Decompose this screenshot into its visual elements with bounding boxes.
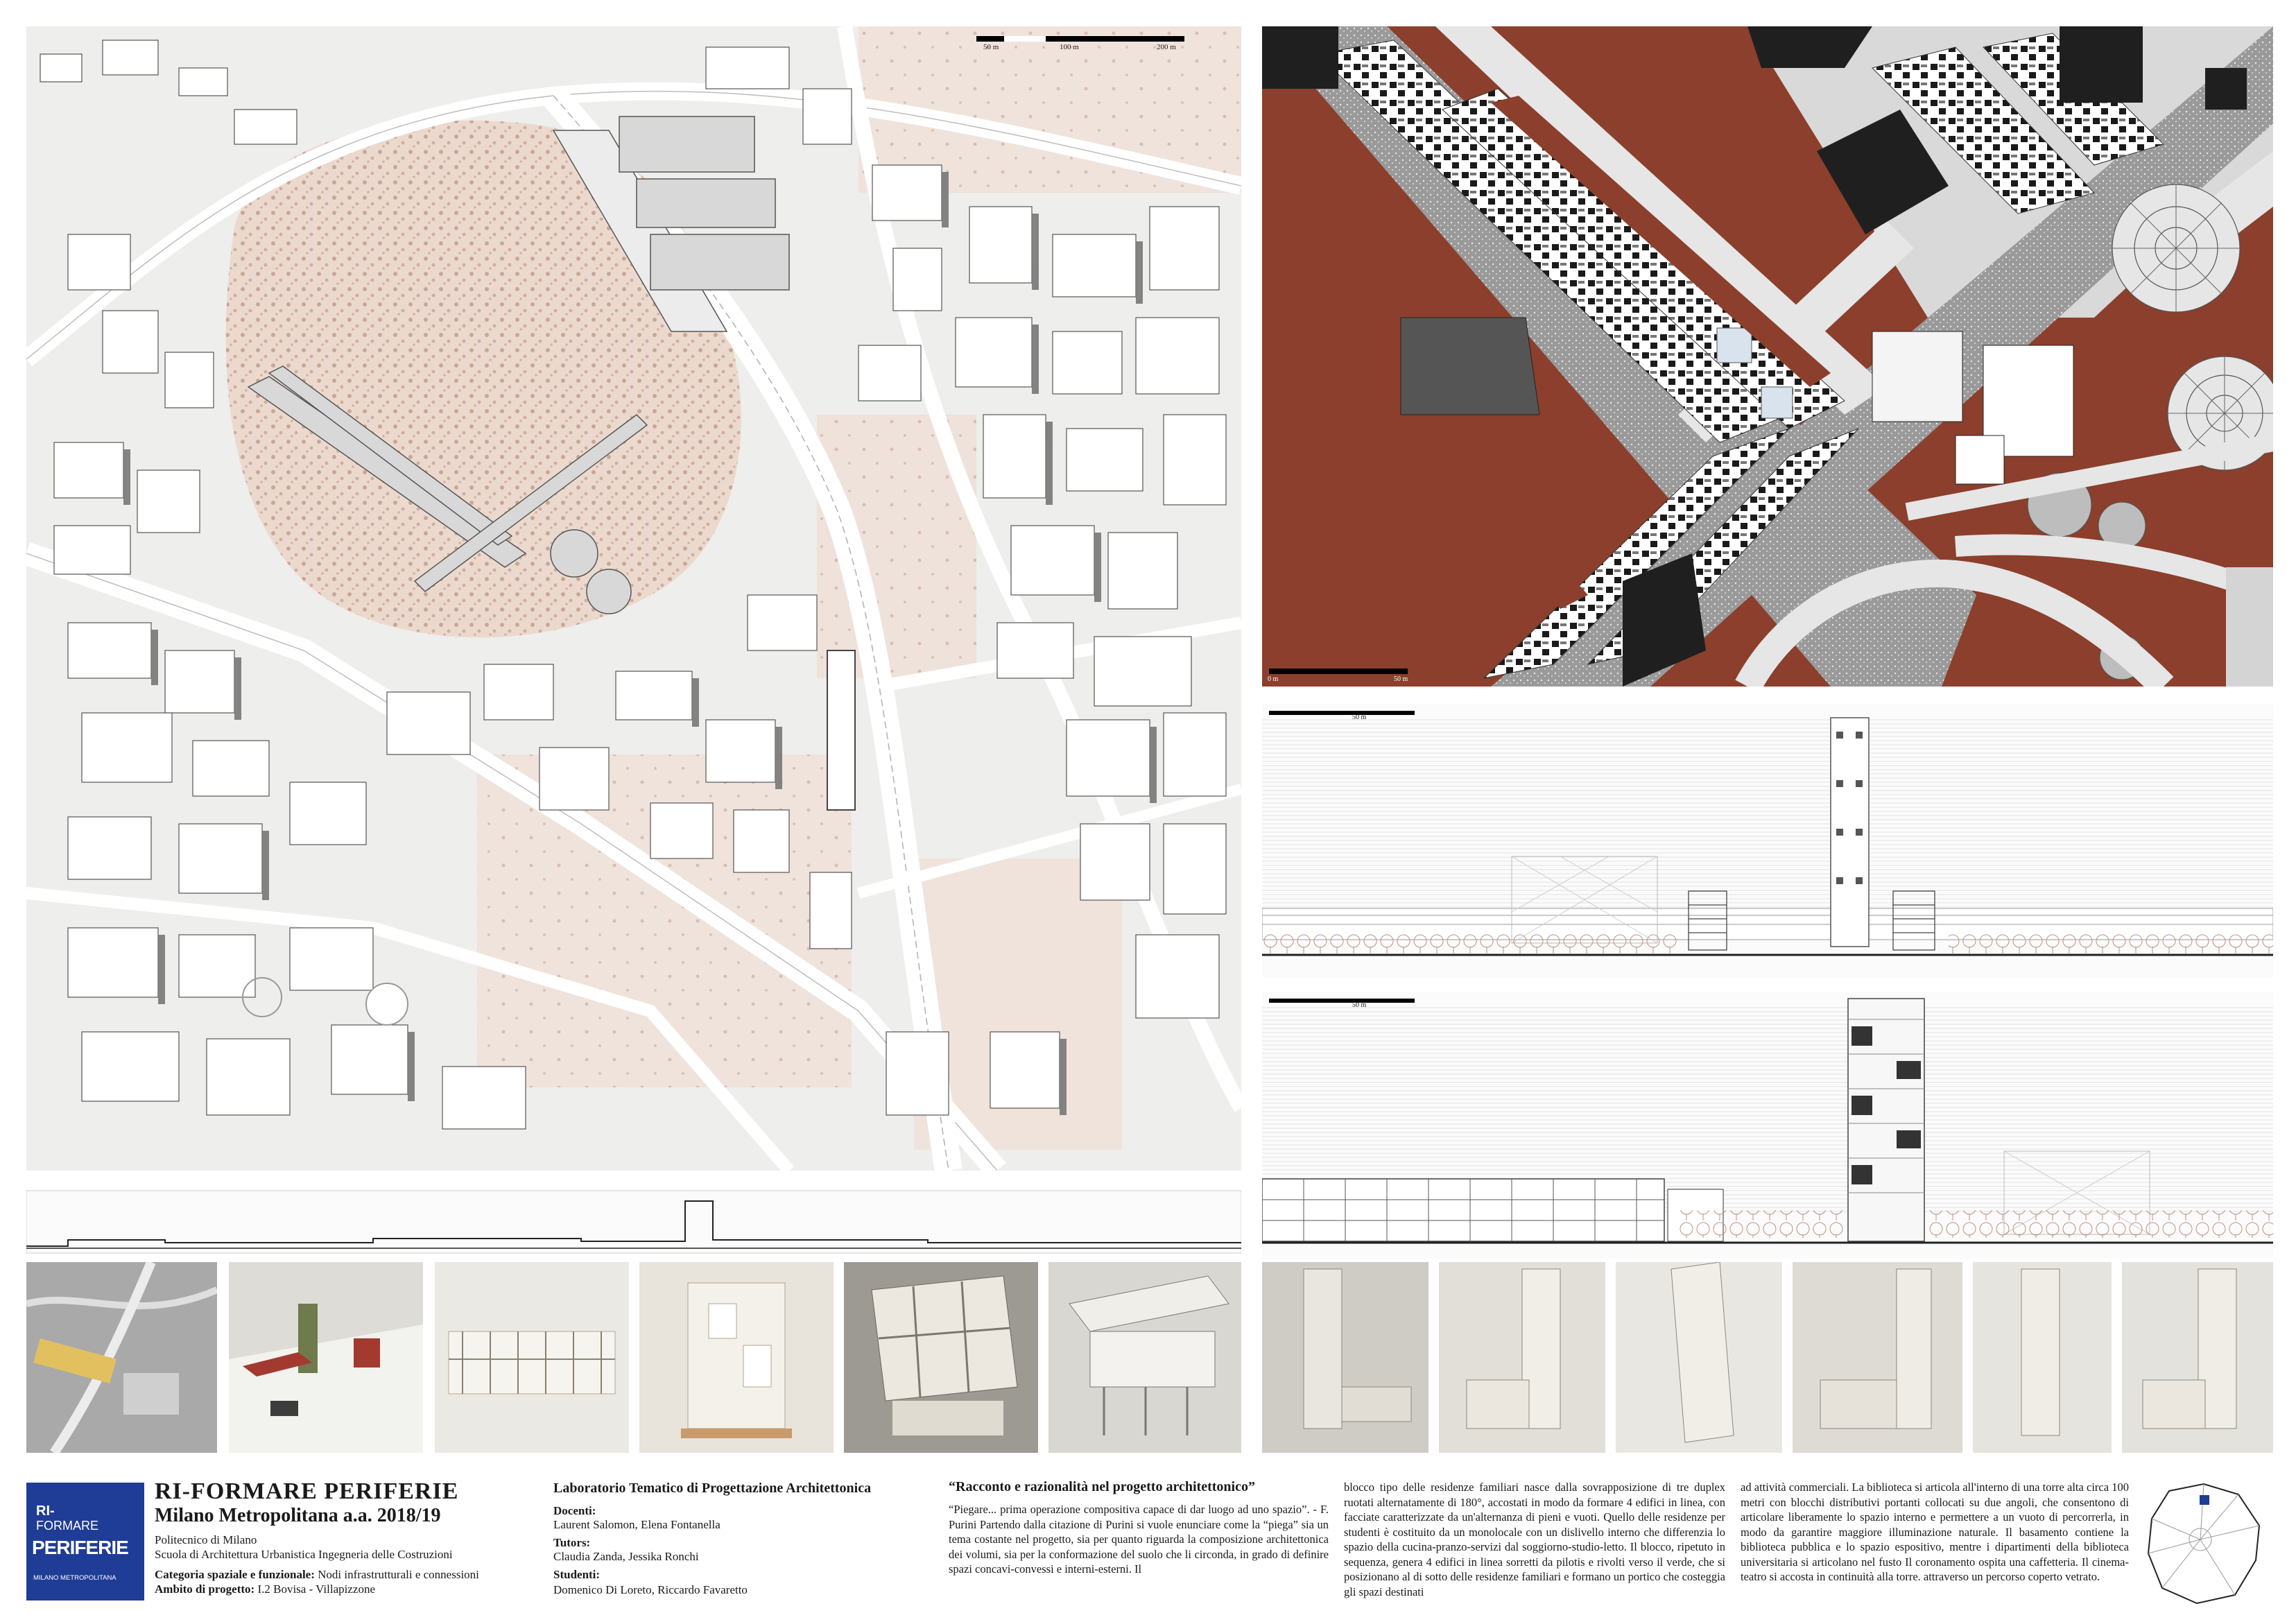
- map-scale-50: 50 m: [983, 43, 999, 51]
- studenti-names: Domenico Di Loreto, Riccardo Favaretto: [553, 1583, 748, 1596]
- photo-massing-model: [229, 1262, 423, 1453]
- skyline-drawing: [26, 1187, 1241, 1257]
- photo-tower-model-6: [2122, 1262, 2273, 1453]
- detail-plan: [1262, 26, 2273, 687]
- photo-site-model: [26, 1262, 217, 1453]
- photo-pilotis-model: [1048, 1262, 1241, 1453]
- project-subtitle: Milano Metropolitana a.a. 2018/19: [155, 1505, 441, 1526]
- elevation-2-drawing: [1262, 992, 2273, 1259]
- studenti-label: Studenti:: [553, 1568, 601, 1581]
- category-line: Categoria spaziale e funzionale: Nodi infrastrutturali e connessioni: [155, 1568, 479, 1581]
- photo-plan-model: [844, 1262, 1038, 1453]
- tutors-names: Claudia Zanda, Jessika Ronchi: [553, 1550, 699, 1563]
- faculty-name: Scuola di Architettura Urbanistica Ingegneria delle Costruzioni: [155, 1548, 453, 1561]
- elevation-1: [1262, 704, 2273, 978]
- docenti-names: Laurent Salomon, Elena Fontanella: [553, 1518, 720, 1531]
- detail-scale-bar: [1269, 668, 1408, 674]
- detail-scale-label-right: 50 m: [1394, 675, 1408, 683]
- elev2-scale-label: 50 m: [1352, 1001, 1367, 1009]
- school-name: Politecnico di Milano: [155, 1533, 257, 1546]
- elevation-2: [1262, 992, 2273, 1259]
- masterplan-drawing: [26, 26, 1241, 1171]
- essay-column-3: ad attività commerciali. La biblioteca si articola all'interno di una torre alta circa 100 metri con blocchi distributivi portanti collocati su due angoli, che consentono di articolare liberamente lo spazio interno e permettere a un vuoto di percorrerla, in modo da garantire maggiore illuminazione naturale. Il basamento contiene la biblioteca pubblica e lo spazio espositivo, mentre i dipartimenti della biblioteca universitaria si articolano nel fusto Il coronamento ospita una caffetteria. Il cinema-teatro si accosta in continuità alla torre. attraverso un percorso coperto vetrato.: [1741, 1481, 2129, 1583]
- elevation-1-drawing: [1262, 704, 2273, 978]
- photo-facade-model: [435, 1262, 629, 1453]
- scope-line: Ambito di progetto: I.2 Bovisa - Villapizzone: [155, 1582, 376, 1596]
- essay-column-2: blocco tipo delle residenze familiari nasce dalla sovrapposizione di tre duplex ruotati alternatamente di 180°, accostati in modo da formare 4 edifici in linea, con facciate caratterizzate da un'alternanza di pieni e vuoti. Quello delle residenze per studenti è costituito da un monolocale con un dislivello interno che differenzia lo spazio della cucina-pranzo-servizi dal soggiorno-studio-letto. Il blocco, ripetuto in sequenza, genera 4 edifici in linea sorretti da pilotis e rivolti verso il verde, che si posizionano al di sotto delle residenze familiari e formano un portico che costeggia gli spazi destinati: [1344, 1481, 1725, 1598]
- photo-section-model: [639, 1262, 834, 1453]
- elev1-scale-label: 50 m: [1352, 714, 1367, 721]
- lab-title: Laboratorio Tematico di Progettazione Architettonica: [553, 1481, 872, 1496]
- elev2-scale-bar: [1269, 999, 1415, 1003]
- essay-title: “Racconto e razionalità nel progetto architettonico”: [949, 1479, 1255, 1494]
- milan-locator-map: [2141, 1477, 2266, 1609]
- project-title: RI-FORMARE PERIFERIE: [155, 1478, 459, 1504]
- photo-tower-model-5: [1973, 1262, 2112, 1453]
- masterplan-map: [26, 26, 1241, 1171]
- footer: [26, 1463, 2273, 1616]
- photo-tower-model-2: [1439, 1262, 1605, 1453]
- photo-tower-model-4: [1793, 1262, 1962, 1453]
- elev1-scale-bar: [1269, 711, 1415, 715]
- docenti-label: Docenti:: [553, 1504, 596, 1517]
- map-scale-bar: [976, 36, 1184, 51]
- photo-tower-model-3: [1616, 1262, 1782, 1453]
- detail-scale-label-left: 0 m: [1268, 675, 1279, 683]
- detail-plan-drawing: [1262, 26, 2273, 687]
- tutors-label: Tutors:: [553, 1536, 591, 1549]
- skyline-section: [26, 1187, 1241, 1257]
- photo-tower-model-1: [1262, 1262, 1428, 1453]
- map-scale-100: 100 m: [1060, 43, 1079, 51]
- map-scale-200: 200 m: [1157, 43, 1176, 51]
- essay-column-1: “Piegare... prima operazione compositiva capace di dar luogo ad uno spazio”. - F. Purini Partendo dalla citazione di Purini si vuole enunciare come la “piega” sia un tema costante nel progetto, sia per quanto riguarda la composizione architettonica dei volumi, sia per la conformazione del suolo che li circonda, in grado di definire spazi concavi-convessi e interni-esterni. Il: [949, 1503, 1329, 1576]
- ri-formare-logo: RI- FORMARE PERIFERIE MILANO METROPOLITANA: [26, 1483, 144, 1601]
